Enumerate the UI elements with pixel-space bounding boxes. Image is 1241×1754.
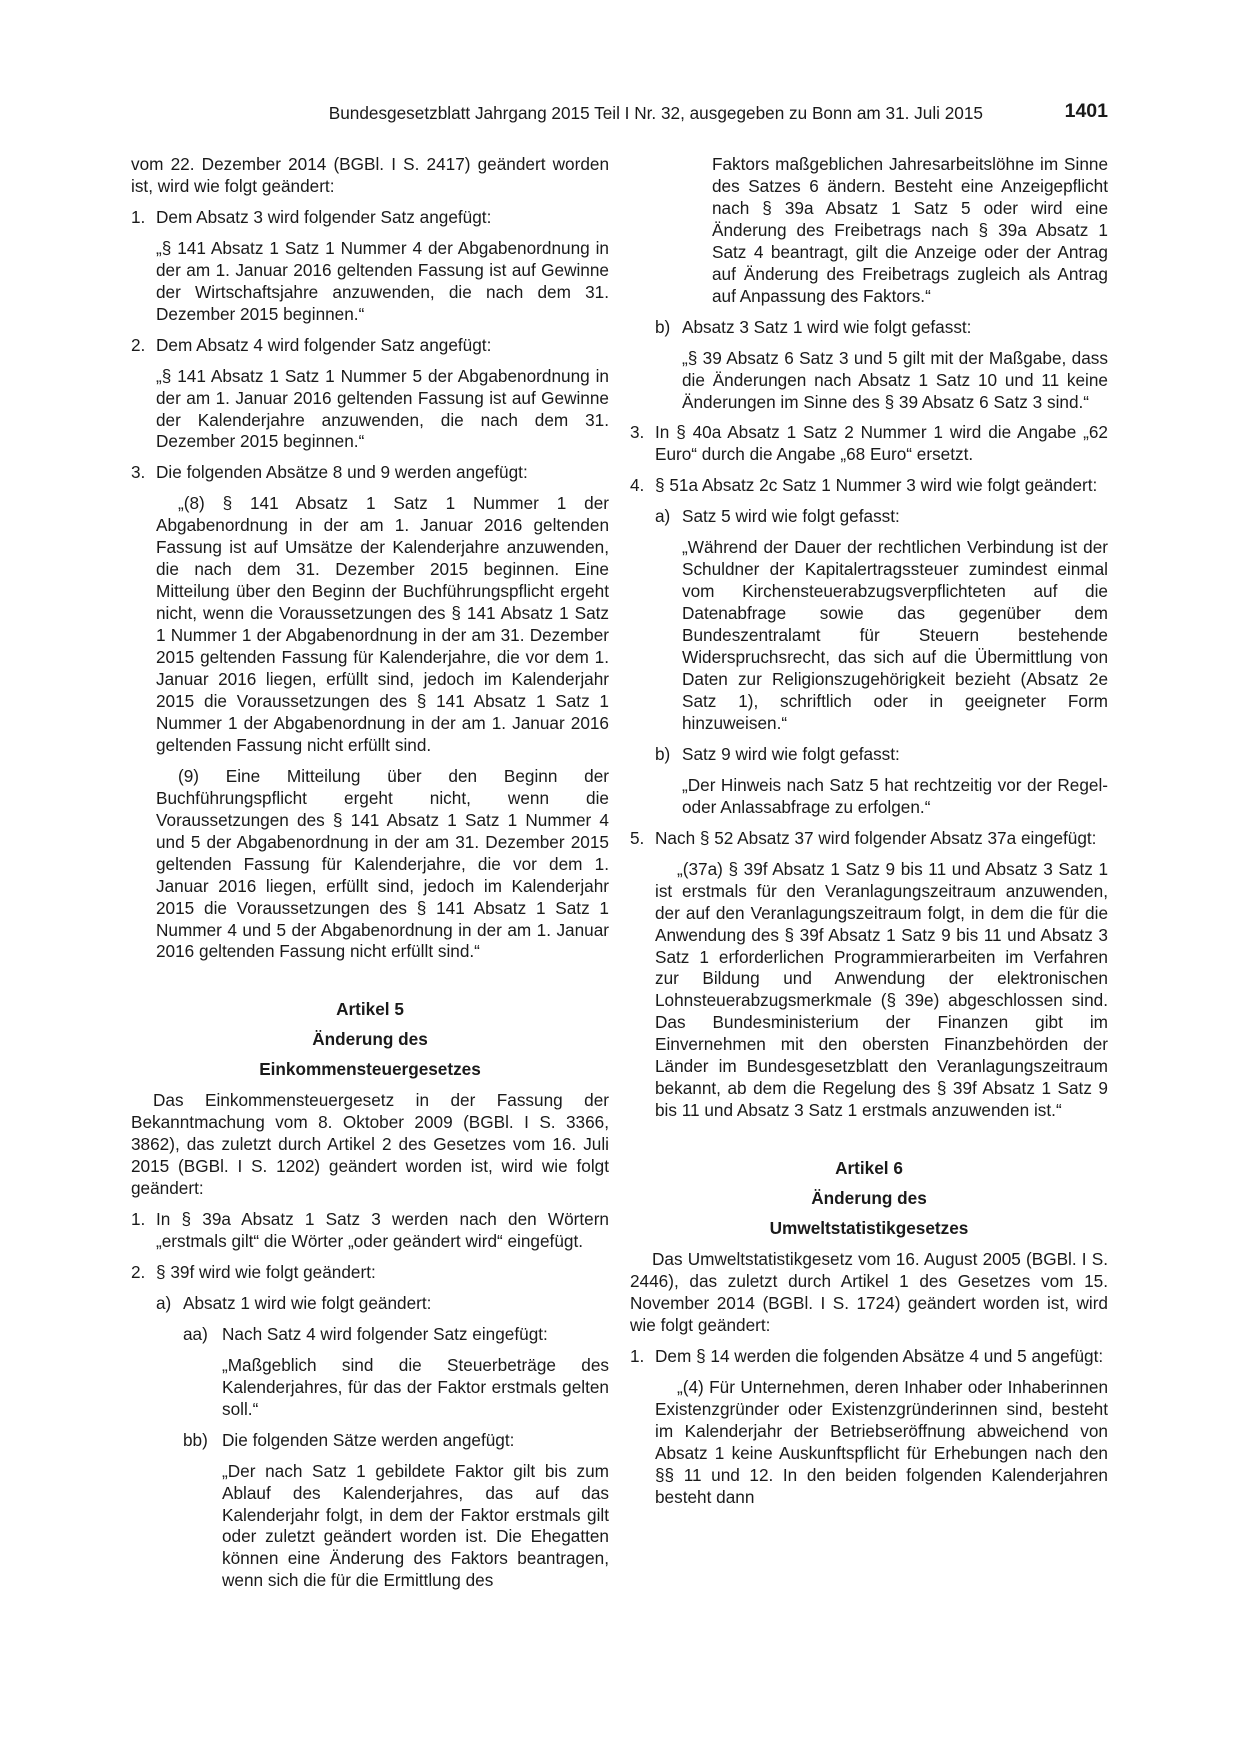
item-text: In § 40a Absatz 1 Satz 2 Nummer 1 wird die Angabe „62 Euro“ durch die Angabe „68 Euro“ ersetzt. [655,422,1108,465]
quote-paragraph: „Der Hinweis nach Satz 5 hat rechtzeitig vor der Regel- oder Anlassabfrage zu erfolgen.“ [682,774,1108,817]
article-title: Artikel 6 [835,1158,903,1179]
item-text: Dem Absatz 3 wird folgender Satz angefügt: [156,206,492,227]
sub-item-text: Satz 5 wird wie folgt gefasst: [682,506,900,527]
quote-paragraph: „§ 141 Absatz 1 Satz 1 Nummer 5 der Abgabenordnung in der am 1. Januar 2016 geltenden Fassung ist auf Gewinne der Kalenderjahre anzuwenden, die nach dem 31. Dezember 2015 beginnen.“ [156,365,609,452]
item-number: 2. [131,1261,146,1282]
list-item [131,207,609,229]
item-text: § 51a Absatz 2c Satz 1 Nummer 3 wird wie folgt geändert: [655,475,1098,496]
sub-item-label: b) [655,316,671,337]
article-subtitle: Einkommensteuergesetzes [259,1059,481,1080]
item-number: 3. [131,462,146,483]
left-column [131,154,609,1592]
list-item [630,475,1108,497]
item-number: 5. [630,827,645,848]
sub-item [655,744,1108,766]
sub-item [183,1430,609,1452]
sub-item [655,317,1108,339]
sub-item [156,1293,609,1315]
article-intro: Das Einkommensteuergesetz in der Fassung der Bekanntmachung vom 8. Oktober 2009 (BGBl. I S. 3366, 3862), das zuletzt durch Artikel 2 des Gesetzes vom 16. Juli 2015 (BGBl. I S. 1202) geändert worden ist, wird wie folgt geändert: [131,1090,609,1199]
quote-paragraph: „§ 141 Absatz 1 Satz 1 Nummer 4 der Abgabenordnung in der am 1. Januar 2016 geltenden Fassung ist auf Gewinne der Wirtschaftsjahre anzuwenden, die nach dem 31. Dezember 2015 beginnen.“ [156,237,609,324]
sub-item-text: Absatz 3 Satz 1 wird wie folgt gefasst: [682,316,972,337]
item-number: 3. [630,422,645,443]
item-number: 1. [131,1209,146,1230]
page-header [130,100,1108,128]
intro-paragraph: vom 22. Dezember 2014 (BGBl. I S. 2417) geändert worden ist, wird wie folgt geändert: [131,154,609,196]
sub-item-label: a) [156,1292,172,1313]
quote-paragraph: „Der nach Satz 1 gebildete Faktor gilt bis zum Ablauf des Kalenderjahres, das auf das Kalenderjahr folgt, in dem der Faktor erstmals gilt oder zuletzt geändert worden ist. Die Ehegatten können eine Änderung des Faktors beantragen, wenn sich die für die Ermittlung des [222,1460,609,1591]
item-text: Dem Absatz 4 wird folgender Satz angefügt: [156,334,492,355]
list-item [630,1346,1108,1368]
sub-item-text: Nach Satz 4 wird folgender Satz eingefügt: [222,1323,548,1344]
item-text: In § 39a Absatz 1 Satz 3 werden nach den Wörtern „erstmals gilt“ die Wörter „oder geändert wird“ eingefügt. [156,1209,609,1251]
sub-item-text: Satz 9 wird wie folgt gefasst: [682,743,900,764]
article-5 [131,999,609,1081]
list-item [131,462,609,484]
quote-paragraph: „(37a) § 39f Absatz 1 Satz 9 bis 11 und Absatz 3 Satz 1 ist erstmals für den Veranlagungszeitraum anzuwenden, der auf den Veranlagungszeitraum folgt, in dem die für die Anwendung des § 39f Absatz 1 Satz 9 bis 11 und Absatz 3 Satz 1 erforderlichen Programmierarbeiten im Verfahren zur Bildung und Anwendung der elektronischen Lohnsteuerabzugsmerkmale (§ 39e) abgeschlossen sind. Das Bundesministerium der Finanzen gibt im Einvernehmen mit den obersten Finanzbehörden der Länder im Bundesgesetzblatt den Veranlagungszeitraum bekannt, ab dem die Regelung des § 39f Absatz 1 Satz 9 bis 11 und Absatz 3 Satz 1 erstmals anzuwenden ist.“ [655,858,1108,1121]
article-title: Artikel 5 [336,999,404,1020]
article-subtitle: Änderung des [811,1188,927,1209]
quote-paragraph: „§ 39 Absatz 6 Satz 3 und 5 gilt mit der Maßgabe, dass die Änderungen nach Absatz 1 Satz 10 und 11 keine Änderungen im Sinne des § 39 Absatz 6 Satz 3 sind.“ [682,347,1108,412]
article-6 [630,1158,1108,1240]
quote-paragraph: „Maßgeblich sind die Steuerbeträge des Kalenderjahres, für das der Faktor erstmals gelten soll.“ [222,1354,609,1419]
article-subtitle: Änderung des [312,1029,428,1050]
list-item [131,1209,609,1253]
item-number: 4. [630,475,645,496]
article-subtitle: Umweltstatistikgesetzes [769,1218,969,1239]
sub-item [655,506,1108,528]
item-number: 1. [131,206,146,227]
sub-item-label: a) [655,506,671,527]
sub-item-label: aa) [183,1323,208,1344]
quote-paragraph: „Während der Dauer der rechtlichen Verbindung ist der Schuldner der Kapitalertragssteuer zumindest einmal vom Kirchensteuerabzugsverpflichteten auf die Datenabfrage sowie das gegenüber dem Bundeszentralamt für Steuern bestehende Widerspruchsrecht, das sich auf die Übermittlung von Daten zur Religionszugehörigkeit bezieht (Absatz 2e Satz 1), schriftlich oder in geeigneter Form hinzuweisen.“ [682,537,1108,733]
quote-paragraph: „(4) Für Unternehmen, deren Inhaber oder Inhaberinnen Existenzgründer oder Existenzgründerinnen sind, besteht im Kalenderjahr der Betriebseröffnung abweichend von Absatz 1 keine Auskunftspflicht für Erhebungen nach den §§ 11 und 12. In den beiden folgenden Kalenderjahren besteht dann [655,1376,1108,1507]
right-column [630,154,1108,1508]
page-number: 1401 [1064,100,1108,122]
quote-paragraph: Faktors maßgeblichen Jahresarbeitslöhne im Sinne des Satzes 6 ändern. Besteht eine Anzeigepflicht nach § 39a Absatz 1 Satz 5 oder wird eine Änderung des Freibetrags nach § 39a Absatz 1 Satz 4 beantragt, gilt die Anzeige oder der Antrag auf Änderung des Freibetrags zugleich als Antrag auf Anpassung des Faktors.“ [712,154,1108,306]
list-item [630,422,1108,466]
list-item [131,335,609,357]
item-number: 2. [131,334,146,355]
item-text: Dem § 14 werden die folgenden Absätze 4 und 5 angefügt: [655,1345,1104,1366]
item-text: § 39f wird wie folgt geändert: [156,1261,376,1282]
sub-item-label: bb) [183,1429,208,1450]
running-title: Bundesgesetzblatt Jahrgang 2015 Teil I Nr. 32, ausgegeben zu Bonn am 31. Juli 2015 [328,103,983,123]
quote-paragraph: „(8) § 141 Absatz 1 Satz 1 Nummer 1 der Abgabenordnung in der am 1. Januar 2016 geltenden Fassung ist auf Umsätze der Kalenderjahre anzuwenden, die nach dem 31. Dezember 2015 beginnen. Eine Mitteilung über den Beginn der Buchführungspflicht ergeht nicht, wenn die Voraussetzungen des § 141 Absatz 1 Satz 1 Nummer 1 der Abgabenordnung in der am 31. Dezember 2015 geltenden Fassung für Kalenderjahre, die vor dem 1. Januar 2016 liegen, erfüllt sind, jedoch im Kalenderjahr 2015 die Voraussetzungen des § 141 Absatz 1 Satz 1 Nummer 1 der Abgabenordnung in der am 1. Januar 2016 geltenden Fassung nicht erfüllt sind. [156,493,609,755]
article-intro: Das Umweltstatistikgesetz vom 16. August 2005 (BGBl. I S. 2446), das zuletzt durch Artikel 1 des Gesetzes vom 15. November 2014 (BGBl. I S. 1724) geändert worden ist, wird wie folgt geändert: [630,1248,1108,1335]
sub-item-text: Die folgenden Sätze werden angefügt: [222,1429,515,1450]
sub-item [183,1324,609,1346]
item-number: 1. [630,1345,645,1366]
list-item [630,828,1108,850]
item-text: Die folgenden Absätze 8 und 9 werden angefügt: [156,462,528,483]
sub-item-label: b) [655,743,671,764]
sub-item-text: Absatz 1 wird wie folgt geändert: [183,1292,432,1313]
quote-paragraph: (9) Eine Mitteilung über den Beginn der Buchführungspflicht ergeht nicht, wenn die Voraussetzungen des § 141 Absatz 1 Satz 1 Nummer 4 und 5 der Abgabenordnung in der am 31. Dezember 2015 geltenden Fassung für Kalenderjahre, die vor dem 1. Januar 2016 liegen, erfüllt sind, jedoch im Kalenderjahr 2015 die Voraussetzungen des § 141 Absatz 1 Satz 1 Nummer 4 und 5 der Abgabenordnung in der am 1. Januar 2016 geltenden Fassung nicht erfüllt sind.“ [156,765,609,962]
list-item [131,1262,609,1284]
item-text: Nach § 52 Absatz 37 wird folgender Absatz 37a eingefügt: [655,827,1097,848]
